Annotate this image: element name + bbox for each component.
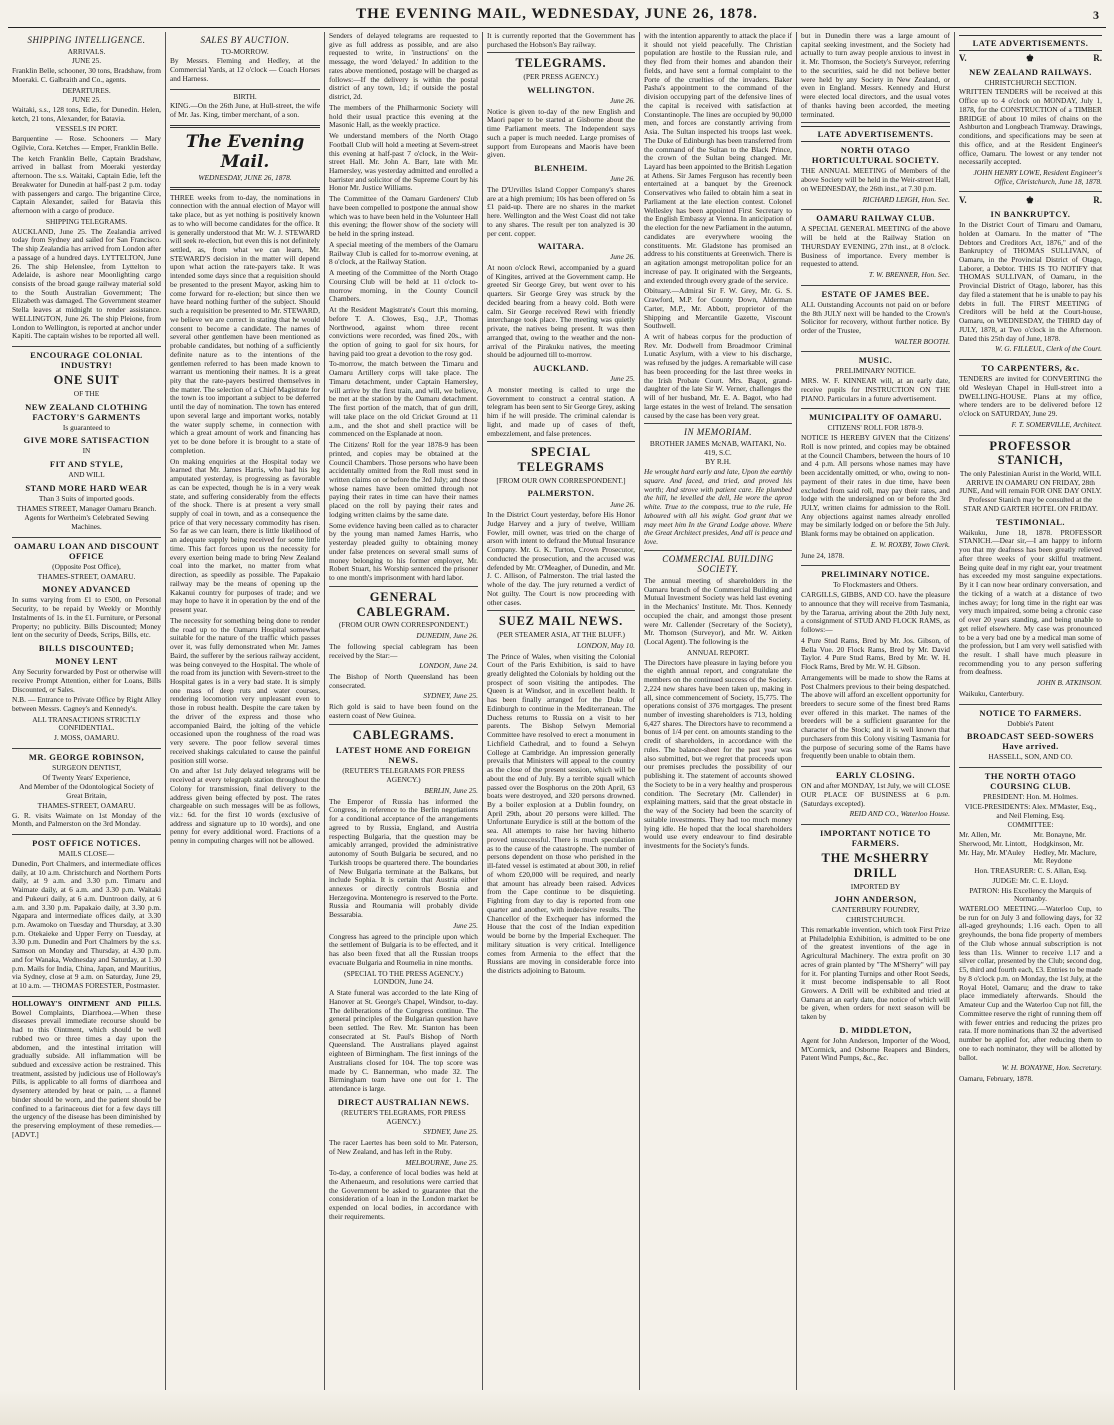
- stanich-head: PROFESSOR STANICH,: [989, 438, 1072, 468]
- special-telegrams-sub: [FROM OUR OWN CORRESPONDENT.]: [496, 475, 626, 485]
- crown-v-left-2: V.: [959, 195, 967, 206]
- coursing-treasurer: Hon. TREASURER: C. S. Allan, Esq.: [974, 866, 1087, 876]
- dentist-addr: THAMES-STREET, OAMARU.: [37, 800, 136, 810]
- australian-news-sydney: SYDNEY, June 25.: [423, 1127, 478, 1137]
- ad-one-suit: ONE SUIT: [53, 373, 120, 388]
- special-telegrams-head: SPECIAL TELEGRAMS: [517, 445, 605, 474]
- flock-head: PRELIMINARY NOTICE.: [821, 569, 930, 580]
- dentist-ad: [12, 752, 161, 829]
- holloway-head: HOLLOWAY'S OINTMENT AND PILLS.: [12, 998, 161, 1008]
- municipality-sig: E. W. ROXBY, Town Clerk.: [870, 539, 950, 549]
- drill-by: IMPORTED BY: [850, 881, 901, 891]
- cablegram-text-1: The following special cablegram has been received by the Star:—: [329, 641, 478, 660]
- palmerston-head: PALMERSTON.: [527, 488, 595, 499]
- suez-mail-head: SUEZ MAIL NEWS.: [498, 614, 624, 629]
- arrivals-head: ARRIVALS.: [67, 46, 106, 56]
- auction-notice: [170, 35, 320, 84]
- waitara-date: June 26.: [609, 252, 635, 262]
- crown-v-left: V.: [959, 53, 967, 64]
- coursing-committee-right: Mr. Bonayne, Mr. Hodgkinson, Mr. Hedley, Mr. Maclure, Mr. Reydone: [1033, 830, 1097, 866]
- ad-fit-style: FIT AND STYLE,: [49, 459, 124, 470]
- horticultural-ad: [801, 145, 950, 204]
- local-news-6: At the Resident Magistrate's Court this morning, before T. A. Clowes, Esq., J.P., Thomas Northwood, against whom three recent convictions were recorded, was fined 20s., with the option of going to gaol for six hours, for having paid too great a devotion to the rosy god.: [329, 305, 478, 358]
- birth-text: KING.—On the 26th June, at Hull-street, the wife of Mr. Jas. King, timber merchant, of a son.: [170, 101, 320, 120]
- drill-text: This remarkable invention, which took First Prize at Philadelphia Exhibition, is admitted to be one of the greatest inventions of the age in Agricultural Machinery. The extra profit on 30 acres of grain planted by "The M'Sherry" will pay for it. For planting Turnips and other Root Seeds, it must become indispensable to all Root Growers. A Drill will be exhibited and tried at Oamaru at an early date, due notice of which will be given, when orders for next season will be taken by: [801, 924, 950, 1022]
- testimonial-place: Waikuku, Canterbury.: [959, 688, 1024, 698]
- coursing-date: Oamaru, February, 1878.: [959, 1073, 1034, 1083]
- municipality-ad: [801, 412, 950, 560]
- blenheim-text: The D'Urvilles Island Copper Company's shares are at a high premium; 10s has been offered on 5s £1 paid-up. There are no shares in the market here. Wellington and the West Coast did not take to any shares. The result per ton analyzed is 30 per cent. copper.: [487, 184, 635, 238]
- coursing-committee-head: COMMITTEE:: [1007, 820, 1054, 830]
- flock-sub: To Flockmasters and Others.: [833, 580, 918, 590]
- holloway-ad: [12, 1000, 161, 1140]
- post-sub: MAILS CLOSE—: [58, 849, 115, 859]
- building-society-text: The annual meeting of shareholders in the Oamaru branch of the Commercial Building and Mutual Investment Society was held last evening in the Mechanics' Institute. Mr. Thos. Kennedy occupied the chair, and amongst those present were Mr. Callender (Secretary of the Society), Mr. Thomson (Surveyor), and Mr. W. Aitken (Local Agent). The following is the: [644, 575, 792, 647]
- local-intro: Senders of delayed telegrams are requested to give as full address as possible, and are also requested to write, in 'instructions' on the message, the word 'delayed.' In addition to the rates above mentioned, postage will be charged as follows:—If the delivery is within the postal district of any town, 1d.; if outside the postal district, 2d.: [329, 32, 478, 102]
- annual-report-text: The Directors have pleasure in laying before you the eighth annual report, and congratulate the members on the continued success of the Society. 2,224 new shares have been taken up, making in all, since commencement of Society, 15,775. The operations consist of 376 mortgages. The present number of investing shareholders is 713, holding 6,427 shares. The Directors have to recommend a bonus of 1/4 per cent. on amounts standing to the credit of shareholders, in accordance with the rules. The balance-sheet for the past year was also submitted, but we regret that proceeds upon our premises precludes the possibility of our publishing it. The statement of accounts showed the Society to be in a very healthy and prosperous condition. The Secretary (Mr. Callender) in explaining matters, said that the great obstacle in the way of the Society had been the scarcity of suitable investments. They had too much money lying idle. He hoped that the local shareholders would use every endeavour to find desirable investments for the Society's funds.: [644, 657, 792, 850]
- auckland-head: AUCKLAND.: [533, 363, 589, 374]
- loan-signature: J. MOSS, OAMARU.: [53, 733, 120, 743]
- carpenters-head: TO CARPENTERS, &c.: [981, 363, 1080, 374]
- loan-head: OAMARU LOAN AND DISCOUNT OFFICE: [14, 540, 159, 561]
- railway-club-ad: [801, 213, 950, 279]
- coursing-patron: PATRON: His Excellency the Marquis of Normanby.: [969, 885, 1092, 904]
- arrivals-text: Franklin Belle, schooner, 30 tons, Bradshaw, from Moeraki. C. Galbraith and Co., agents.: [12, 66, 161, 84]
- loan-street: THAMES-STREET, OAMARU.: [37, 571, 136, 581]
- shipping-head: SHIPPING INTELLIGENCE.: [27, 35, 146, 45]
- local-news-8: The Citizens' Roll for the year 1878-9 has been printed, and copies may be obtained at the Council Chambers. Those persons who have been accidentally omitted from the Roll must send in written claims on or before the 3rd July; and those whose names have been omitted through not paying their rates in time can have their names placed on the roll by paying their rates and lodging written claims by the same date.: [329, 440, 478, 519]
- music-text: MRS. W. F. KINNEAR will, at an early date, receive pupils for INSTRUCTION ON THE PIANO. Particulars in a future advertisement.: [801, 376, 950, 403]
- arrivals-date: JUNE 25.: [71, 56, 102, 66]
- dentist-head: MR. GEORGE ROBINSON,: [28, 751, 145, 762]
- ad-headline: ENCOURAGE COLONIAL INDUSTRY!: [30, 350, 143, 371]
- late-ads-head: LATE ADVERTISEMENTS.: [801, 126, 950, 142]
- dentist-sub: SURGEON DENTIST,: [52, 762, 121, 772]
- testimonial-sig: JOHN B. ATKINSON.: [1036, 678, 1102, 688]
- early-closing-text: ON and after MONDAY, 1st July, we will CLOSE OUR PLACE OF BUSINESS at 6 p.m. (Saturdays excepted).: [801, 781, 950, 808]
- loan-bills: BILLS DISCOUNTED;: [38, 643, 135, 654]
- shipping-notes: The ketch Franklin Belle, Captain Bradshaw, arrived in ballast from Moeraki yesterday afternoon. The s.s. Waitaki, Captain Edie, left the Breakwater for Dunedin at half-past 2 p.m. today with passengers and cargo. The brigantine Circe, Captain Alexander, sailed for Batavia this afternoon with a cargo of produce.: [12, 153, 161, 216]
- suez-mail-sub: (PER STEAMER ASIA, AT THE BLUFF.): [497, 630, 625, 640]
- flock-list: 4 Pure Stud Rams, Bred by Mr. Jos. Gibson, of Bella Vue. 20 Flock Rams, Bred by Mr. David Taylor. 4 Pure Stud Rams, Bred by Mr. W. H. Flock Rams, Bred by Mr. W. H. Gibson.: [801, 635, 950, 672]
- drill-sig: D. MIDDLETON,: [839, 1024, 912, 1035]
- railways-text: WRITTEN TENDERS will be received at this Office up to 4 o'clock on MONDAY, July 1, 1878, for the CONSTRUCTION of a TIMBER BRIDGE of about 10 miles of chains on the Ashburton and Longbeach Tramway. Drawings, conditions, and specifications may be seen at this office, and at the Resident Engineer's office, Oamaru. The lowest or any tender not necessarily accepted.: [959, 87, 1102, 167]
- wellington-date: June 26.: [609, 95, 635, 105]
- auction-text: By Messrs. Fleming and Hedley, at the Commercial Yards, at 12 o'clock — Coach Horses and Harness.: [170, 56, 320, 83]
- drill-place: CHRISTCHURCH.: [846, 915, 905, 925]
- suez-mail-text: The Prince of Wales, when visiting the Colonial Court of the Paris Exhibition, is said to have greatly delighted the Colonials by holding out the prospect of soon visiting the antipodes. The Queen is at Windsor, and in excellent health. It has been finally arranged for the Duke of Edinburgh to continue in the Mediterranean. The Duchess returns to Russia on a visit to her parents. The Bishop Selwyn Memorial Committee have resolved to erect a monument in Lichfield Cathedral, and to found a Selwyn College at Cambridge. An impression generally prevails that Ministers will appeal to the country as the close of the present session, which will be about the end of July. By a terrible squall which passed over the Bosphorus on the 20th April, 63 boats were destroyed, and 320 persons drowned. By a boiler explosion at a Dublin foundry, on April 29th, about 20 persons were killed. The Unfortunate Eurydice is still at the bottom of the sea. All attempts to raise her having hitherto proved unsuccessful. There is much speculation as to the cause of the catastrophe. The number of persons dependent on those who perished in the ill-fated vessel is estimated at about 300, in relief of whom £20,000 will be required, and nearly that amount has already been raised. Advices from the Cape continue to be disquieting. Fighting from day to day is reported from one quarter and another, with indecisive results. The Chancellor of the Exchequer has informed the House that the cost of the Indian expedition would be borne by the Imperial Exchequer. The military situation is very critical. Intelligence comes from Armenia to the effect that the Russians are moving in considerable force into the districts adjoining to Batoum.: [487, 651, 635, 975]
- cablegrams-berlin: BERLIN, June 25.: [424, 785, 478, 795]
- cablegrams-sub: LATEST HOME AND FOREIGN NEWS.: [335, 745, 472, 766]
- carpenters-text: TENDERS are invited for CONVERTING the old Wesleyan Chapel in Hull-street into a DWELLING-HOUSE. Plans at my office, where tenders are to be delivered before 12 o'clock on SATURDAY, June 29.: [959, 374, 1102, 419]
- holloway-text: Bowel Complaints, Diarrhoea.—When these diseases prevail immediate recourse should be had to this Ointment, which should be well rubbed two or three times a day upon the abdomen, and the intestinal irritation will gradually subside. All inflammation will be subdued and excessive action be restrained. This treatment, assisted by judicious use of Holloway's Pills, is applicable to all forms of diarrhoea and dysentery attended by heat or pain, ... a flannel binder should be worn, and the patient should be confined to a farinaceous diet for a few days till the urgency of the disease has been diminished by the preserving employment of these remedies.—[ADVT.]: [12, 1007, 161, 1139]
- column-7: [955, 32, 1106, 1417]
- local-news-9: Some evidence having been called as to character by the young man named James Harris, who yesterday pleaded guilty to obtaining money under false pretences on several small sums of money belonging to his former employer, Mr. Robert Stuart, his Worship sentenced the prisoner to one month's imprisonment with hard labor.: [329, 520, 478, 583]
- coursing-president: PRESIDENT: Hon. M. Holmes.: [983, 792, 1078, 802]
- in-memoriam-head: IN MEMORIAM.: [684, 427, 752, 438]
- local-news-5: A meeting of the Committee of the North Otago Coursing Club will be held at 11 o'clock to-morrow morning, in the County Council Chambers.: [329, 268, 478, 304]
- ad-satisfaction: GIVE MORE SATISFACTION: [23, 435, 150, 446]
- estate-sig: WALTER BOOTH.: [894, 336, 950, 346]
- music-head: MUSIC.: [858, 355, 893, 366]
- loan-text: In sums varying from £1 to £500, on Personal Security, to be repaid by Weekly or Monthly Instalments of 1s. in the £1. Furniture, or Personal Property; no publicity. Bills Discounted; Money lent on the security of Deeds, Scrips, Bills, etc.: [12, 595, 161, 640]
- leader-paragraph-1: THREE weeks from to-day, the nominations in connection with the annual election of Mayor will take place, but as yet nothing is positively known as to who will become candidates for the office. It is generally understood that Mr. W. J. STEWARD will seek re-election, but even this is not definitely settled, as, from what we can learn, Mr. STEWARD'S decision in the matter will depend upon what action the rate-payers take. It was intended some days since that a requisition should be presented to the present Mayor, asking him to come forward for re-election; but since then we have heard nothing further of the subject. Should such a requisition be presented to Mr. STEWARD, we believe we are correct in stating that he would consent to become a candidate. The names of several other gentlemen have been mentioned as probable candidates, but nothing of a sufficiently definite nature as to the intentions of the gentlemen referred to has been made known to warrant us mentioning their names. It is a great pity that the rate-payers bestirred themselves in the matter. The selection of a Chief Magistrate for the town is too important a subject to be deferred until the day of nomination. The town has entered upon several large and important works, notably the water supply scheme, in connection with which a great amount of work and financing has yet to be done before it is brought to a state of completion.: [170, 192, 320, 455]
- in-memoriam-author: BY R.H.: [705, 457, 731, 467]
- post-head: POST OFFICE NOTICES.: [32, 838, 141, 849]
- masthead: [8, 6, 1106, 28]
- local-news-7: To-morrow, the match between the Timaru and Oamaru Artillery corps will take place. The Timaru detachment, under Captain Hamersley, will arrive by the first train, and will, we believe, be met at the station by the Oamaru detachment. The first portion of the match, that of gun drill, will take place on the old Cricket Ground at 11 a.m., and the shot and shell practice will be commenced on the Esplanade at noon.: [329, 359, 478, 439]
- railways-sub: CHRISTCHURCH SECTION.: [984, 77, 1077, 87]
- in-memoriam-poem: He wrought hard early and late, Upon the earthly square. And faced, and tried, and proved his worth; And strove with patient care. He plumbed the hill, he levelled the dell, He wore the apron white. True to the compass, true to the rule, He laboured with all his might. God grant that we may meet him In the Grand Lodge above. Where the Great Architect presides, And all is peace and love.: [644, 467, 792, 546]
- dentist-member: And Member of the Odontological Society of Great Britain,: [19, 782, 154, 801]
- early-closing-head: EARLY CLOSING.: [835, 770, 916, 781]
- inport-head: VESSELS IN PORT.: [55, 124, 118, 134]
- bankruptcy-head: IN BANKRUPTCY.: [990, 209, 1071, 220]
- cablegram-london: LONDON, June 24.: [419, 661, 478, 671]
- local-news-1: The members of the Philharmonic Society will hold their usual practice this evening at the Masonic Hall, as the weekly practice.: [329, 102, 478, 130]
- suez-mail-london: LONDON, May 10.: [577, 640, 635, 650]
- cablegrams-text-2: Congress has agreed to the principle upon which the settlement of Bulgaria is to be effected, and it has also been fixed that all the Russian troops evacuate Bulgaria and Roumelia in nine months.: [329, 931, 478, 967]
- crown-r-right: R.: [1093, 53, 1102, 64]
- local-news-3: The Committee of the Oamaru Gardeners' Club have been compelled to postpone the annual show which was to have been held in the Volunteer Hall this evening; the flower show of the society will be held in the spring instead.: [329, 194, 478, 239]
- bankruptcy-ad: [959, 195, 1102, 354]
- leader-dateline: WEDNESDAY, JUNE 26, 1878.: [198, 172, 292, 182]
- late-ads-head-2: LATE ADVERTISEMENTS.: [959, 35, 1102, 51]
- railways-head: NEW ZEALAND RAILWAYS.: [969, 66, 1092, 77]
- testimonial-text: Waikuku, June 18, 1878. PROFESSOR STANICH.—Dear sir,—I am happy to inform you that my deafness has been greatly relieved after three weeks of your skilful treatment. Being quite deaf in my right ear, your treatment has exceeded my most sanguine expectations. By it I can now hear ordinary conversation, and the ticking of a watch at a distance of two inches away; for long time in the right ear was very much impaired, some being a chronic case of over 20 years standing, and being unable to get relief elsewhere. My case was pronounced to be a very bad one by a medical man some of the profession, but I am very well satisfied with the result. I shall have much pleasure in recommending you to any person suffering from deafness.: [959, 527, 1102, 677]
- municipality-text: NOTICE IS HEREBY GIVEN that the Citizens' Roll is now printed, and copies may be obtained at the Council Chambers, between the hours of 10 and 4 p.m. All persons whose names may have been accidentally omitted, or who, owing to non-payment of their rates in due time, have been excluded from said roll, may pay their rates, and lodge with the undersigned on or before the 3rd JULY, written claims for admission to the Roll. Any objections against names already enrolled may be similarly lodged on or before the 5th July. Blank forms may be obtained on application.: [801, 433, 950, 539]
- early-closing-ad: [801, 770, 950, 819]
- ad-hard-wear: STAND MORE HARD WEAR: [25, 482, 148, 493]
- coursing-head: THE NORTH OTAGO COURSING CLUB.: [984, 771, 1077, 792]
- australian-news-melbourne: MELBOURNE, June 25.: [405, 1157, 478, 1167]
- palmerston-date: June 26.: [609, 499, 635, 509]
- cablegrams-text-3: A State funeral was accorded to the late King of Hanover at St. George's Chapel, Windsor, to-day. The deliberations of the Congress continue. The general principles of the Bulgarian question have been settled. The Rev. Mr. Stanton has been consecrated at St. Paul's Bishop of North Queensland. The Australians played against eighteen of Birmingham. The first innings of the Australians closed for 104. The top score was made by C. Bannerman, who made 32. The Birmingham team have one out for 1. The attendance is large.: [329, 988, 478, 1094]
- inport-text: Barquentine — Rose. Schooners — Mary Ogilvie, Cora. Ketches — Emper, Franklin Belle.: [12, 134, 161, 152]
- post-office-notices: [12, 838, 161, 991]
- cablegrams-head: CABLEGRAMS.: [352, 727, 455, 742]
- ad-guaranteed: Is guaranteed to: [62, 422, 111, 432]
- cablegram-dunedin: DUNEDIN, June 26.: [416, 631, 478, 641]
- crown-r-right-2: R.: [1093, 195, 1102, 206]
- in-memoriam-sub: BROTHER JAMES McNAB, WAITAKI, No. 419, S.C.: [649, 438, 787, 457]
- cablegram-head: GENERAL CABLEGRAM.: [356, 589, 451, 619]
- auckland-date: June 25.: [609, 374, 635, 384]
- carpenters-sig: F. T. SOMERVILLE, Architect.: [1011, 419, 1102, 429]
- building-society-head: COMMERCIAL BUILDING SOCIETY.: [662, 553, 774, 575]
- testimonial-head: TESTIMONIAL.: [995, 516, 1066, 527]
- early-closing-sig: REID AND CO., Waterloo House.: [849, 809, 950, 819]
- railways-ad: [959, 53, 1102, 186]
- col4-intro: It is currently reported that the Government has purchased the Hobson's Bay railway.: [487, 32, 635, 49]
- municipality-date: June 24, 1878.: [801, 550, 845, 560]
- cablegrams-text: The Emperor of Russia has informed the Congress, in reference to the Berlin negotiations for a conditional acceptance of the arrangements agreed to by Russia, England, and Austria respecting Bulgaria, that the question may be amicably arranged, provided the administrative autonomy of South Bulgaria be secured, and no Turkish troops be quartered there. The boundaries of New Bulgaria terminate at the Balkans, but include Sophia. It is certain that Austria either annexes or directly controls Bosnia and Herzegovina. Montenegro is reserved to the Porte. Russia and Roumania will probably divide Bessarabia.: [329, 796, 478, 920]
- horticultural-sig: RICHARD LEIGH, Hon. Sec.: [862, 194, 950, 204]
- ad-factory: NEW ZEALAND CLOTHING FACTORY'S GARMENTS: [25, 401, 148, 422]
- ad-than: Than 3 Suits of imported goods.: [38, 493, 135, 503]
- seed-sowers-sig: HASSELL, SON, AND CO.: [988, 752, 1073, 762]
- column-2: [166, 32, 325, 1417]
- municipality-head: MUNICIPALITY OF OAMARU.: [809, 412, 942, 423]
- telegrams-head: TELEGRAMS.: [515, 56, 607, 71]
- municipality-sub: CITIZENS' ROLL FOR 1878-9.: [827, 423, 924, 433]
- telegrams-sub: (PER PRESS AGENCY.): [523, 72, 599, 82]
- drill-ad: [801, 828, 950, 1063]
- crown-icon: ♚: [1025, 53, 1034, 64]
- waitara-text: At noon o'clock Rewi, accompanied by a guard of Kingites, arrived at the Government camp. He greeted Sir George Grey, but went over to his quarters. Sir George Grey was struck by the decided bearing from a heavy cold. Both were calm. Sir George received Rewi with friendly interchange took place. The meeting was quietly private, the natives being present. It was then arranged that, owing to the weather and the non-arrival of the Pirakuku natives, the meeting should be adjourned till to-morrow.: [487, 263, 635, 360]
- column-6: [797, 32, 955, 1417]
- drill-name: THE McSHERRY DRILL: [821, 851, 930, 880]
- loan-office-ad: [12, 541, 161, 743]
- leader-paragraph-3: The necessity for something being done to render the road up to the Oamaru Hospital somewhat suitable for the nature of the traffic which passes over it, was fully demonstrated when Mr. James Baird, the sufferer by the serious railway accident, was being conveyed to the Hospital. The whole of the road from its junction with Severn-street to the Hospital gates is in a very bad state. It is simply one mass of deep ruts and water courses, rendering locomotion very unpleasant even to those in robust health. Despite the care taken by the driver of the express and those who accompanied Baird, the jolting of the vehicle occasioned upon the roughness of the road was very severe. The poor fellow several times received shakings calculated to cause the painful position still worse.: [170, 615, 320, 765]
- flock-note: Arrangements will be made to show the Rams at Post Chalmers previous to their being despatched. The above will afford an excellent opportunity for breeders to secure some of the finest bred Rams ever offered in this market. The names of the breeders will be a sufficient guarantee for the character of the Stock; and it is well known that purchasers from this Colony visiting Tasmania for the purpose of securing some of the Rams have frequently been unable to obtain them.: [801, 672, 950, 761]
- annual-report-head: ANNUAL REPORT.: [687, 647, 749, 657]
- horticultural-text: THE ANNUAL MEETING of Members of the above Society will be held in the Weir-street Hall, on WEDNESDAY, the 26th inst., at 7.30 p.m.: [801, 166, 950, 193]
- dentist-visit: G. R. visits Waimate on 1st Monday of the Month, and Palmerston on the 3rd Monday.: [12, 810, 161, 829]
- bankruptcy-sig: W. G. FILLEUL, Clerk of the Court.: [995, 344, 1102, 354]
- railway-club-sig: T. W. BRENNER, Hon. Sec.: [868, 270, 950, 280]
- drill-importer: JOHN ANDERSON,: [834, 894, 917, 905]
- suez-prose: A writ of habeas corpus for the production of Rev. Mr. Dodwell from Broadmoor Criminal Lunatic Asylum, with a view to his discharge, was refused by the judges. A remarkable will case has been proceeding for the last three weeks in the Irish Probate Court. Mrs. Bagot, grand-daughter of the late Sir W. Verner, challenges the will of her husband, Mr. E. A. Bagot, who had large estates in the west of Ireland. The sensation caused by the case has been very great.: [644, 331, 792, 420]
- coursing-text: WATERLOO MEETING.—Waterloo Cup, to be run for on July 3 and following days, for 32 all-aged greyhounds; 1.16 each. Open to all greyhounds, the bona fide property of members of the Club whose annual subscription is not less than 11s. Winner to receive 1.17 and a silver collar, presented by the Club; second dog, £5, third and fourth each, £3. Entries to be made by 8 o'clock p.m. on Monday, the 1st July, at the Royal Hotel, Oamaru; and the draw to take place immediately afterwards. Should the Amateur Cup and the Waterloo Cup not fill, the Committee reserve the right of running them off with fewer entries and reducing the prizes pro rata. If more nominations than 32 the advertised number be applied for, after reducing them to one to each nominator, they will be allotted by ballot.: [959, 904, 1102, 1062]
- shipping-intelligence: [12, 35, 161, 341]
- ad-and-will: AND WILL: [68, 470, 105, 480]
- seed-sowers-ad: [959, 708, 1102, 763]
- cablegrams-special: (SPECIAL TO THE PRESS AGENCY.) LONDON, June 24.: [344, 968, 463, 987]
- loan-strict: ALL TRANSACTIONS STRICTLY CONFIDENTIAL.: [32, 714, 141, 733]
- horticultural-head: NORTH OTAGO HORTICULTURAL SOCIETY.: [811, 145, 940, 166]
- loan-note: Any Security forwarded by Post or otherwise will receive Prompt Attention, either for Loans, Bills Discounted, or Sales.: [12, 667, 161, 694]
- estate-ad: [801, 289, 950, 347]
- ad-in: IN: [82, 446, 91, 456]
- page-number: 3: [1093, 8, 1100, 22]
- blenheim-date: June 26.: [609, 174, 635, 184]
- auction-date: TO-MORROW.: [221, 46, 269, 56]
- column-5: [640, 32, 797, 1417]
- shipping-telegrams-text: AUCKLAND, June 25. The Zealandia arrived today from Sydney and sailed for San Francisco. The ship Zealandia has arrived from London after a passage of a hundred days. LYTTELTON, June 26. The ship Helenslee, from Lyttelton to Adelaide, is ashore near Moonlighting cargo consists of the broad gauge railway material sold to the South Australian Government; The Elizabeth was damaged. The Government steamer Stella leaves at midnight to render assistance. WELLINGTON, June 26. The ship Pleione, from London to Wellington, is reported at anchor under Kapiti. The captain wishes to be reported all well.: [12, 226, 161, 341]
- estate-text: ALL Outstanding Accounts not paid on or before the 8th JULY next will be handed to the Crown's Solicitor for recovery, without further notice. By order of the Trustee,: [801, 299, 950, 335]
- blenheim-head: BLENHEIM.: [534, 163, 588, 174]
- local-news-4: A special meeting of the members of the Oamaru Railway Club is called for to-morrow evening, at 8 o'clock, at the Railway Station.: [329, 239, 478, 267]
- cablegrams-reuter: (REUTER'S TELEGRAMS FOR PRESS AGENCY.): [342, 766, 465, 785]
- page-bottom-edge: [0, 1390, 1114, 1425]
- shipping-telegrams-head: SHIPPING TELEGRAMS.: [45, 216, 128, 226]
- seed-sowers-head: NOTICE TO FARMERS.: [979, 707, 1082, 718]
- australian-news-head: DIRECT AUSTRALIAN NEWS.: [337, 1096, 470, 1107]
- waitara-head: WAITARA.: [537, 241, 585, 252]
- wellington-head: WELLINGTON.: [527, 84, 595, 95]
- coursing-club-ad: [959, 771, 1102, 1084]
- suez-continued: with the intention apparently to attack the place if it should not yield peacefully. The Christian population are hostile to the Russian rule, and they fled from their homes and abandon their fields, and have sent a formal complaint to the Porte of the cruelties of the invaders. Baker Pasha's appointment to the command of the division occupying part of the defensive lines of the capital is received with satisfaction at Constantinople. The lines are occupied by 90,000 men, and forces are constantly arriving from Asia. The Sultan inspected his troops last week. The Duke of Edinburgh has been transferred from the command of the Sultan to the Black Prince, the crown of the Sultan being changed. Mr. Layard has been appointed to the British Legation at Athens. Sir James Ferguson has recently been entertained at a banquet by the Greenock Conservatives who failed to obtain him a seat in Parliament at the late election contest. Colonel Wellesley has been appointed First Secretary to the English Embassy at Vienna. In anticipation of the election for the new Parliament in the autumn, candidates are everywhere wooing the constituents. Mr. Gladstone has promised an address to his constituents at Greenwich. There is an agitation amongst metropolitan police for an increase of pay. It originated with the Sergeants, and extended through every grade of the service.: [644, 32, 792, 285]
- coursing-committee-left: Mr. Allen, Mr. Sherwood, Mr. Lintott, Mr. Hay, Mr. M'Auley: [959, 830, 1027, 857]
- leader-paragraph-4: On and after 1st July delayed telegrams will be received at every telegraph station throughout the Colony for transmission, final delivery to the address given being effected by post. The rates chargeable on such messages will be as follows, viz.: 6d. for the first 10 words (exclusive of address and signature up to 10 words), and one penny for every additional word. Fractions of a penny in computing charges will not be allowed.: [170, 766, 320, 846]
- newspaper-nameplate: The Evening Mail.: [185, 131, 305, 172]
- drill-agent: Agent for John Anderson, Importer of the Wood, M'Cormick, and Osborne Reapers and Binders, Patent Wind Pumps, &c., &c.: [801, 1035, 950, 1063]
- leader-paragraph-2: On making enquiries at the Hospital today we learned that Mr. James Harris, who had his leg amputated yesterday, is progressing as favorable as can be expected, though he is in a very weak state, and suffering considerably from the effects of the shock. There is at present a very small supply of coal in town, and as a consequence the price of that very necessary commodity has risen. So far as we can learn, there is little likelihood of an adequate supply being received for some little time. This fact forces upon us the necessity for every exertion being made to bring New Zealand coal into the market, no matter from what direction, as speedily as possible. The Papakaio railway may be the means of opening up the Kakanui country for purposes of trade; and we may hope to have it in operation by the end of the present year.: [170, 456, 320, 615]
- local-news-2: We understand members of the North Otago Football Club will hold a meeting at Severn-street this evening at half-past 7 o'clock, in the Weir-street Hall. Mr. John A. Barr, late with Mr. Hamersley, was yesterday admitted and enrolled a barrister and solicitor of the Supreme Court by his Honor Mr. Justice Williams.: [329, 131, 478, 193]
- cablegram-sydney: SYDNEY, June 25.: [423, 691, 478, 701]
- birth-head: BIRTH.: [233, 91, 257, 101]
- music-ad: [801, 355, 950, 403]
- railway-club-head: OAMARU RAILWAY CLUB.: [816, 213, 935, 224]
- coursing-judge: JUDGE: Mr. C. E. Lloyd.: [992, 875, 1069, 885]
- column-4: [483, 32, 640, 1417]
- flockmasters-ad: [801, 569, 950, 761]
- palmerston-text: In the District Court yesterday, before His Honor Judge Harvey and a jury of twelve, William Fowler, mill owner, was tried on the charge of arson with intent to defraud the Mutual Insurance Company. Mr. G. K. Turton, Crown Prosecutor, conducted the prosecution, and the accused was defended by Mr. O'Meagher, of Dunedin, and Mr. J. C. Allison, of Palmerston. The trial lasted the whole of the day. The jury returned a verdict of Not guilty. The Court is now proceeding with other cases.: [487, 510, 635, 607]
- loan-private: N.B. — Entrance to Private Office by Right Alley between Messrs. Cagney's and Kennedy's.: [12, 695, 161, 713]
- auckland-text: A monster meeting is called to urge the Government to construct a central station. A telegram has been sent to Sir George Grey, asking him if he will preside. The criminal calendar is light, and made up of cases of theft, embezzlement, and false pretences.: [487, 384, 635, 438]
- obituary: Obituary.—Admiral Sir F. W. Grey, Mr. G. S. Crawford, M.P. for County Down, Alderman Carter, M.P., Mr. Abbott, proprietor of the Shipping and Mercantile Gazette, Viscount Southwell.: [644, 286, 792, 331]
- post-text: Dunedin, Port Chalmers, and intermediate offices daily, at 10 a.m. Christchurch and Northern Ports daily, at 9 a.m. and 3.30 p.m. Timaru and Waimate daily, at 6 a.m. and 3.30 p.m. Waitaki and Pukeuri daily, at 6 a.m. Duntroon daily, at 6 a.m. and 3.30 p.m. Papakaio daily, at 3.30 p.m. Ngapara and intermediate offices daily, at 3.30 p.m. Awamoko on Tuesday and Thursday, at 3.30 p.m. Otekaieke and Upper Ferry on Tuesday, at 3.30 p.m. Dunedin and Port Chalmers by the s.s. Samson on Monday and Thursday, at 4.30 p.m. and for Wanaka, Wednesday and Saturday, at 1.30 p.m. Mails for India, China, Japan, and Mauritius, via Sydney, close at 9 a.m. on Saturday, June 29, at 10 a.m. — THOMAS FORESTER, Postmaster.: [12, 858, 161, 991]
- loan-money-lent: MONEY LENT: [55, 656, 118, 667]
- departures-text: Waitaki, s.s., 128 tons, Edie, for Dunedin. Helen, ketch, 21 tons, Alexander, for Batavia.: [12, 105, 161, 123]
- birth-notice: [170, 93, 320, 120]
- loan-money: MONEY ADVANCED: [42, 584, 131, 595]
- coursing-vp: VICE-PRESIDENTS: Alex. M'Master, Esq., and Neil Fleming, Esq.: [964, 801, 1097, 820]
- ad-address: THAMES STREET, Manager Oamaru Branch.: [16, 503, 157, 513]
- australian-news-sub: (REUTER'S TELEGRAMS, FOR PRESS AGENCY.): [341, 1107, 466, 1126]
- cablegrams-date-2: June 25.: [452, 920, 478, 930]
- wellington-text: Notice is given to-day of the new English and Maori paper to be started at Gisborne about the time Parliament meets. The Independent says such a paper is much needed. Large promises of support from Europeans and Maoris have been given.: [487, 106, 635, 160]
- bankruptcy-text: In the District Court of Timaru and Oamaru, holden at Oamaru. In the matter of "The Debtors and Creditors Act, 1876," and of the Bankruptcy of THOMAS SULLIVAN, of Oamaru, in the Provincial District of Otago, Laborer, a Debtor. THIS IS TO NOTIFY that THOMAS SULLIVAN, of Oamaru, in the Provincial District of Otago, laborer, has this day filed a statement that he is unable to pay his debts in full. The FIRST MEETING of Creditors will be held at the Court-house, Oamaru, on WEDNESDAY, the THIRD day of JULY, 1878, at Two o'clock in the Afternoon. Dated this 25th day of June, 1878.: [959, 220, 1102, 343]
- stanich-text: The only Palestinian Aurist in the World, WILL ARRIVE IN OAMARU ON FRIDAY, 28th JUNE, And will remain FOR ONE DAY ONLY. Professor Stanich may be consulted at the STAR AND GARTER HOTEL ON FRIDAY.: [959, 469, 1102, 513]
- drill-head: IMPORTANT NOTICE TO FARMERS.: [819, 828, 932, 849]
- ad-sewing: Agents for Wertheim's Celebrated Sewing Machines.: [24, 513, 149, 532]
- dentist-exp: Of Twenty Years' Experience,: [42, 772, 131, 782]
- cablegram-text-2: The Bishop of North Queensland has been consecrated.: [329, 671, 478, 690]
- drill-foundry: CANTERBURY FOUNDRY,: [831, 905, 920, 915]
- stanich-ad: [959, 439, 1102, 699]
- music-sub: PRELIMINARY NOTICE.: [835, 366, 916, 376]
- coursing-sig: W. H. BONAYNE, Hon. Secretary.: [1001, 1063, 1102, 1073]
- crown-icon-2: ♚: [1025, 195, 1034, 206]
- column-1: [8, 32, 166, 1417]
- seed-sowers-sub: Dobbie's Patent: [1007, 718, 1054, 728]
- railways-sig: JOHN HENRY LOWE, Resident Engineer's Office, Christchurch, June 18, 1878.: [973, 167, 1102, 186]
- railway-club-text: A SPECIAL GENERAL MEETING of the above will be held at the Railway Station on THURSDAY EVENING, 27th inst., at 8 o'clock. Business of importance. Every member is requested to attend.: [801, 224, 950, 269]
- clothing-factory-ad: [12, 350, 161, 532]
- cablegram-sub: (FROM OUR OWN CORRESPONDENT.): [338, 620, 469, 630]
- estate-head: ESTATE OF JAMES BEE.: [821, 288, 930, 299]
- carpenters-ad: [959, 363, 1102, 429]
- masthead-title: THE EVENING MAIL, WEDNESDAY, JUNE 26, 1878.: [356, 6, 758, 22]
- seed-sowers-text: BROADCAST SEED-SOWERS Have arrived.: [966, 731, 1095, 752]
- australian-news-text: The racer Laertes has been sold to Mr. Paterson, of New Zealand, and has left in the Ruby.: [329, 1138, 478, 1156]
- auction-head: SALES BY AUCTION.: [200, 35, 290, 45]
- cablegram-text-3: Rich gold is said to have been found on the eastern coast of New Guinea.: [329, 702, 478, 720]
- flock-text: CARGILLS, GIBBS, AND CO. have the pleasure to announce that they will receive from Tasmania, by the Tararua, arriving about the 20th July next, a consignment of STUD AND FLOCK RAMS, as follows:—: [801, 590, 950, 635]
- australian-news-text-2: To-day, a conference of local bodies was held at the Athenaeum, and resolutions were carried that the Government be asked to guarantee that the consideration of a loan in the London market be expended on local bodies, in accordance with their requirements.: [329, 1168, 478, 1221]
- departures-date: JUNE 25.: [71, 95, 102, 105]
- ad-of-the: OF THE: [73, 388, 100, 398]
- loan-opp: (Opposite Post Office),: [52, 561, 121, 571]
- building-continued: but in Dunedin there was a large amount of capital seeking investment, and the Society had actually to turn away people anxious to invest in it. Mr. Thomson, the Society's Surveyor, referring to the securities, said he did not believe better were held by any Society in New Zealand, or even in England. Messrs. Kennedy and Hurst were elected local directors, and the usual votes of thanks having been accorded, the meeting terminated.: [801, 32, 950, 119]
- column-3: [325, 32, 483, 1417]
- departures-head: DEPARTURES.: [62, 85, 111, 95]
